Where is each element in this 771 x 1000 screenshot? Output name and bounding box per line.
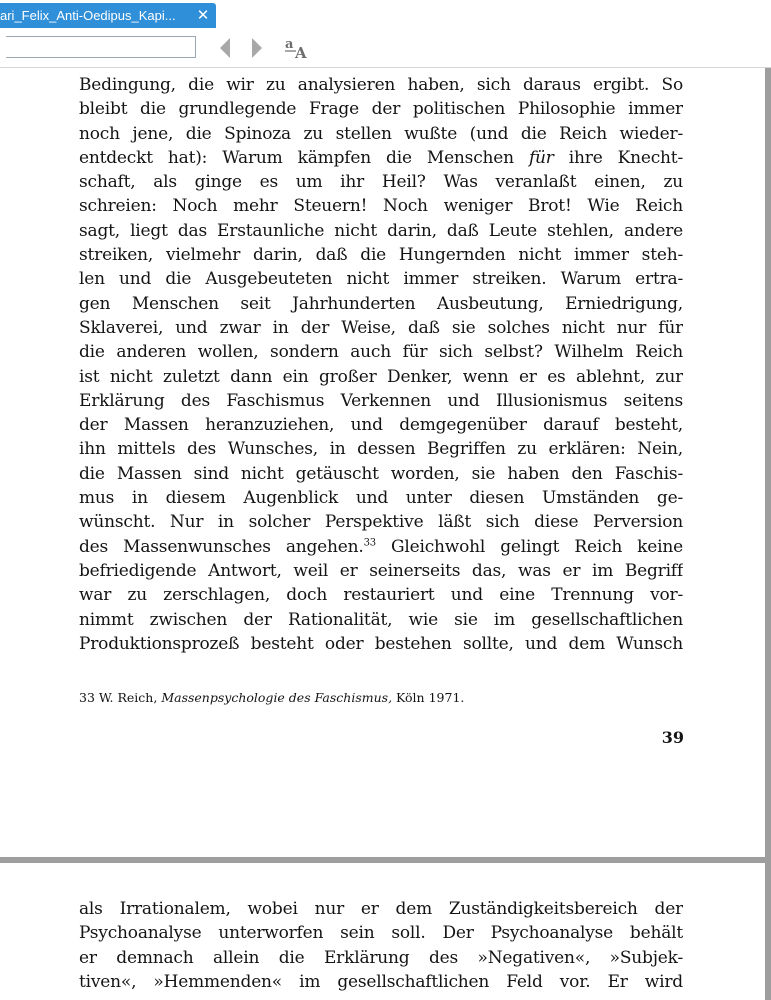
text-segment: ihre Knecht- bbox=[553, 147, 683, 168]
text-line: ihn mittels des Wunsches, in dessen Begriffen zu erklären: Nein, bbox=[79, 439, 683, 460]
text-size-button[interactable] bbox=[282, 34, 314, 62]
text-line: noch jene, die Spinoza zu stellen wußte (und die Reich wieder- bbox=[79, 123, 683, 144]
chevron-right-icon bbox=[250, 37, 264, 59]
document-tab[interactable] bbox=[0, 3, 216, 28]
text-line: die anderen wollen, sondern auch für sich selbst? Wilhelm Reich bbox=[79, 342, 683, 363]
footnote-author: W. Reich, bbox=[98, 690, 158, 705]
footnote-place: Köln 1971. bbox=[396, 690, 465, 705]
text-line: Produktionsprozeß besteht oder bestehen sollte, und dem Wunsch bbox=[79, 633, 683, 654]
text-line: len und die Ausgebeuteten nicht immer streiken. Warum ertra- bbox=[79, 269, 683, 290]
text-line: gen Menschen seit Jahrhunderten Ausbeutung, Erniedrigung, bbox=[79, 293, 683, 314]
footnote-reference: 33 bbox=[363, 536, 376, 548]
text-line: war zu zerschlagen, doch restauriert und eine Trennung vor- bbox=[79, 585, 683, 606]
toolbar bbox=[0, 32, 771, 68]
text-line: streiken, vielmehr darin, daß die Hungernden nicht immer steh- bbox=[79, 245, 683, 266]
page-separator bbox=[0, 857, 765, 863]
tab-title: ari_Felix_Anti-Oedipus_Kapi... bbox=[0, 8, 176, 23]
text-line: tiven«, »Hemmenden« im gesellschaftlichen Feld vor. Er wird bbox=[79, 971, 683, 992]
text-segment: Gleichwohl gelingt Reich keine bbox=[375, 536, 683, 557]
page-39-body bbox=[79, 73, 683, 656]
text-line: Psychoanalyse unterworfen sein soll. Der Psychoanalyse behält bbox=[79, 923, 683, 944]
text-size-icon bbox=[283, 35, 313, 61]
close-icon[interactable]: ✕ bbox=[196, 7, 210, 24]
tab-bar bbox=[0, 0, 771, 32]
text-line: sagt, liegt das Erstaunliche nicht darin, daß Leute stehlen, andere bbox=[79, 220, 683, 241]
vertical-scrollbar[interactable] bbox=[765, 68, 771, 1000]
text-line: als Irrationalem, wobei nur er dem Zuständigkeitsbereich der bbox=[79, 899, 683, 919]
text-line: nimmt zwischen der Rationalität, wie sie im gesellschaftlichen bbox=[79, 609, 683, 630]
text-line: schreien: Noch mehr Steuern! Noch weniger Brot! Wie Reich bbox=[79, 196, 683, 217]
page-number: 39 bbox=[661, 728, 684, 747]
svg-text:a: a bbox=[285, 37, 294, 52]
text-line bbox=[79, 535, 683, 559]
text-line: Erklärung des Faschismus Verkennen und Illusionismus seitens bbox=[79, 390, 683, 411]
text-segment: des Massenwunsches angehen. bbox=[79, 536, 364, 557]
text-line: befriedigende Antwort, weil er seinerseits das, was er im Begriff bbox=[79, 560, 683, 581]
next-button[interactable] bbox=[246, 36, 268, 60]
footnote-number: 33 bbox=[79, 690, 95, 705]
search-input[interactable] bbox=[6, 36, 196, 58]
footnote-title: Massenpsychologie des Faschismus, bbox=[161, 690, 393, 705]
text-line: schaft, als ginge es um ihr Heil? Was veranlaßt einen, zu bbox=[79, 172, 683, 193]
text-line: die Massen sind nicht getäuscht worden, sie haben den Faschis- bbox=[79, 463, 683, 484]
document-viewer[interactable] bbox=[0, 68, 771, 1000]
text-segment: entdeckt hat): Warum kämpfen die Menschen bbox=[79, 147, 529, 168]
chevron-left-icon bbox=[218, 37, 232, 59]
text-line: mus in diesem Augenblick und unter diesen Umständen ge- bbox=[79, 488, 683, 509]
previous-button[interactable] bbox=[214, 36, 236, 60]
text-line: er demnach allein die Erklärung des »Negativen«, »Subjek- bbox=[79, 947, 683, 968]
text-line bbox=[79, 146, 683, 170]
text-line: wünscht. Nur in solcher Perspektive läßt sich diese Perversion bbox=[79, 512, 683, 533]
text-line: bleibt die grundlegende Frage der politischen Philosophie immer bbox=[79, 99, 683, 120]
emphasis-text: für bbox=[528, 147, 554, 168]
svg-text:A: A bbox=[295, 44, 307, 61]
page-40-body bbox=[79, 897, 683, 994]
text-line: der Massen heranzuziehen, und demgegenüber darauf besteht, bbox=[79, 415, 683, 436]
text-line: ist nicht zuletzt dann ein großer Denker, wenn er es ablehnt, zur bbox=[79, 366, 683, 387]
text-line: Sklaverei, und zwar in der Weise, daß sie solches nicht nur für bbox=[79, 317, 683, 338]
footnote bbox=[79, 690, 683, 705]
text-line: Bedingung, die wir zu analysieren haben, sich daraus ergibt. So bbox=[79, 75, 683, 95]
